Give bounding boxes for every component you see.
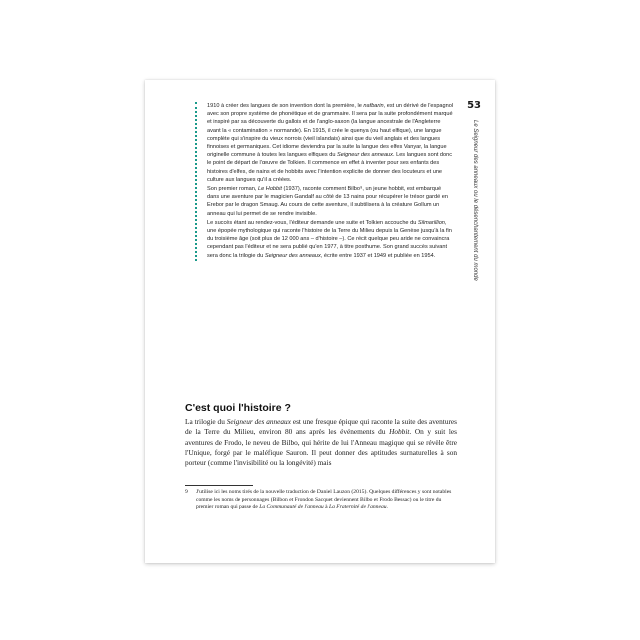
footnote <box>185 489 460 512</box>
running-head: Le Seigneur des anneaux ou le désenchantement du monde <box>472 120 478 281</box>
section-heading: C'est quoi l'histoire ? <box>185 402 291 414</box>
book-page <box>145 80 495 563</box>
aside-paragraph-2: Son premier roman, Le Hobbit (1937), raconte comment Bilbo⁹, un jeune hobbit, est embarqué dans une aventure par le magicien Gandalf au côté de 13 nains pour récupérer le trésor gardé en Erebor par le dragon Smaug. Au cours de cette aventure, il subtilisera à la créature Gollum un anneau qui lui permet de se rendre invisible. <box>207 186 448 217</box>
sidebar-aside <box>195 102 454 261</box>
footnote-number: 9 <box>185 489 188 495</box>
aside-paragraph-1: 1910 à créer des langues de son invention dont la première, le nafbarin, est un dérivé de l'espagnol avec son propre système de phonétique et de grammaire. Il sera par la suite profondément marqué et inspiré par sa découverte du gallois et de l'anglo-saxon (la langue ancestrale de l'Angleterre avant la « contamination » normande). En 1915, il crée le quenya (ou haut elfique), une langue complète qui s'inspire du vieux norrois (vieil islandais) ainsi que du vieil anglais et des langues finnoises et germaniques. Cet idiome deviendra par la suite la langue des elfes Vanyar, la langue originelle commune à toutes les langues elfiques du Seigneur des anneaux. Les langues sont donc le point de départ de l'œuvre de Tolkien. Il commence en effet à inventer pour ses enfants des histoires d'elfes, de nains et de hobbits avec l'intention explicite de donner des locuteurs et une culture aux langues qu'il a créées. <box>207 103 454 183</box>
body-paragraph: La trilogie du Seigneur des anneaux est une fresque épique qui raconte la suite des aventures de la Terre du Milieu, environ 80 ans après les événements du Hobbit. On y suit les aventures de Frodo, le neveu de Bilbo, qui hérite de lui l'Anneau magique qui se révèle être l'Unique, forgé par le maléfique Sauron. Il peut donner des aptitudes surnaturelles à son porteur (comme l'invisibilité ou la longévité) mais <box>185 417 457 468</box>
footnote-text: J'utilise ici les noms tirés de la nouvelle traduction de Daniel Lauzon (2015). Quelques différences y sont notables comme les noms de personnages (Bilbon et Frondon Sacquet deviennent Bilbo et Frodo Bessac) ou le titre du premier roman qui passe de La Communauté de l'anneau à La Fraternité de l'anneau. <box>196 489 452 511</box>
aside-paragraph-3: Le succès étant au rendez-vous, l'éditeur demande une suite et Tolkien accouche du Silmarillion, une épopée mythologique qui raconte l'histoire de la Terre du Milieu depuis la Genèse jusqu'à la fin du troisième âge (soit plus de 12 000 ans – d'histoire –). Ce récit quelque peu aride ne convaincra cependant pas l'éditeur et ne sera publié qu'en 1977, à titre posthume. Son grand succès suivant sera donc la trilogie du Seigneur des anneaux, écrite entre 1937 et 1949 et publiée en 1954. <box>207 219 452 259</box>
page-number: 53 <box>467 100 481 111</box>
footnote-divider <box>185 485 253 486</box>
